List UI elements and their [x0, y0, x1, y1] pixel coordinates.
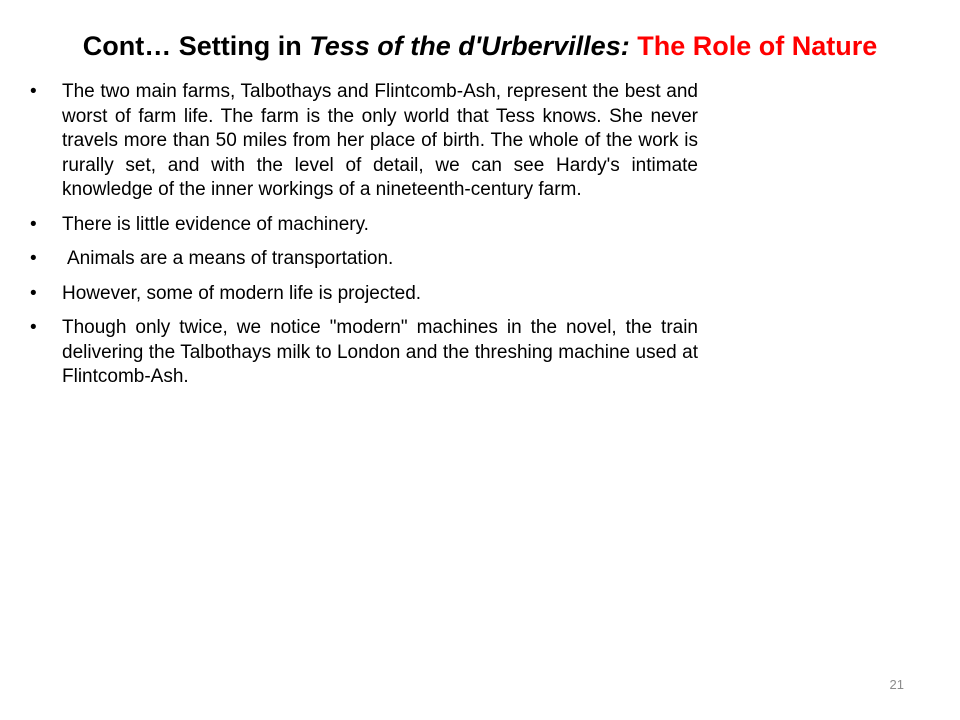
- bullet-list: [30, 80, 698, 400]
- bullet-dot-icon: •: [30, 213, 37, 235]
- title-prefix: Cont… Setting in: [82, 31, 310, 61]
- bullet-dot-icon: •: [30, 317, 37, 338]
- bullet-dot-icon: •: [30, 282, 37, 304]
- title-book-name: Tess of the d'Urbervilles:: [309, 31, 630, 61]
- bullet-text: Animals are a means of transportation.: [67, 248, 394, 269]
- slide-title: [0, 26, 960, 66]
- bullet-text: The two main farms, Talbothays and Flintcomb-Ash, represent the best and worst of farm life. The farm is the only world that Tess knows. She never travels more than 50 miles from her place of birth. The whole of the work is rurally set, and with the level of detail, we can see Hardy's intimate knowledge of the inner workings of a nineteenth-century farm.: [62, 81, 698, 200]
- bullet-text: There is little evidence of machinery.: [62, 213, 369, 235]
- bullet-text: Though only twice, we notice "modern" machines in the novel, the train delivering the Talbothays milk to London and the threshing machine used at Flintcomb-Ash.: [62, 317, 698, 387]
- title-accent: The Role of Nature: [629, 31, 878, 61]
- bullet-item: [30, 213, 698, 238]
- bullet-text: However, some of modern life is projected.: [62, 282, 422, 304]
- bullet-item: [30, 282, 698, 307]
- bullet-dot-icon: •: [30, 248, 37, 269]
- bullet-item: [30, 247, 698, 272]
- page-number: 21: [889, 677, 904, 692]
- bullet-dot-icon: •: [30, 81, 37, 102]
- bullet-item: [30, 316, 698, 390]
- bullet-item: [30, 80, 698, 203]
